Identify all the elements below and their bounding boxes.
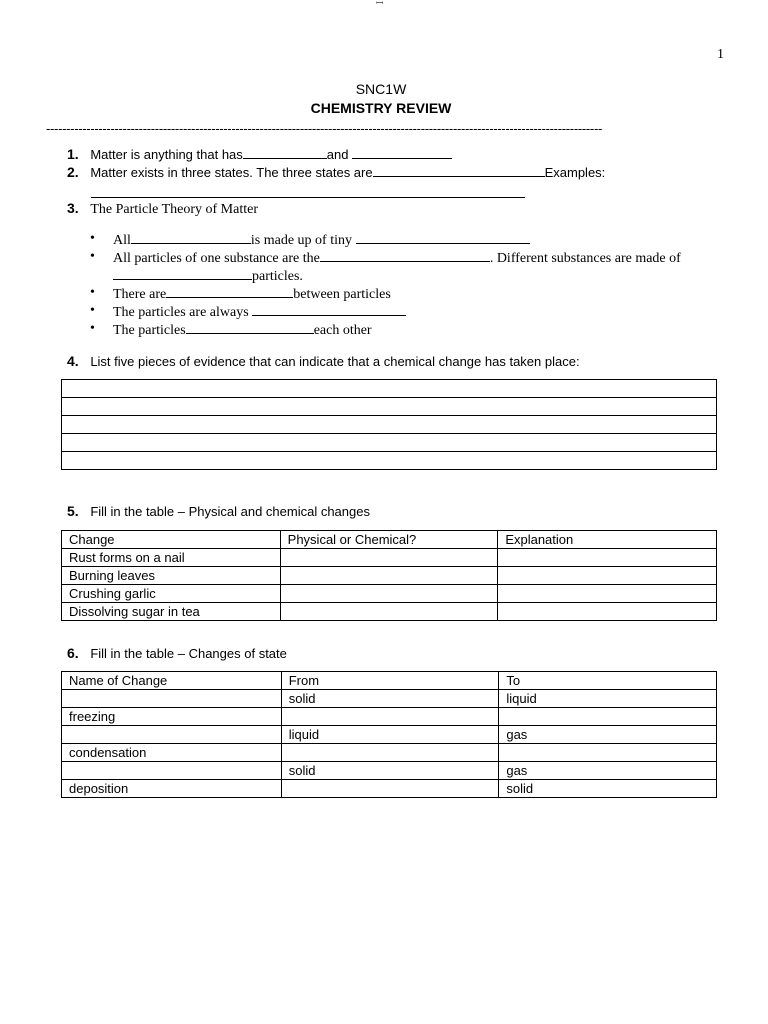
bullet-text: each other: [313, 323, 372, 338]
answer-blank[interactable]: [356, 231, 530, 244]
question-text: and: [326, 147, 349, 162]
answer-cell[interactable]: [281, 780, 499, 798]
answer-cell[interactable]: [281, 744, 499, 762]
bullet-item-2-continued: [113, 267, 303, 285]
answer-cell[interactable]: [62, 762, 282, 780]
question-2: [67, 164, 605, 180]
from-cell: solid: [281, 690, 499, 708]
question-number: 4.: [67, 353, 79, 369]
question-5: [67, 503, 370, 519]
page-title: CHEMISTRY REVIEW: [310, 100, 452, 116]
question-number: 3.: [67, 200, 79, 216]
table-row: [62, 398, 717, 416]
question-number: 5.: [67, 503, 79, 519]
bullet-text: The particles are always: [113, 305, 249, 320]
bullet-text: All particles of one substance are the: [113, 251, 320, 266]
course-code: SNC1W: [355, 81, 407, 97]
bullet-icon: •: [90, 231, 95, 246]
answer-cell[interactable]: [280, 549, 498, 567]
bullet-item-5: [113, 321, 372, 339]
name-cell: deposition: [62, 780, 282, 798]
answer-blank[interactable]: [186, 321, 314, 334]
table-row: [62, 744, 717, 762]
bullet-text: is made up of tiny: [250, 233, 352, 248]
question-1: [67, 146, 452, 162]
bullet-item-4: [113, 303, 406, 321]
bullet-icon: •: [90, 303, 95, 318]
answer-blank[interactable]: [91, 185, 525, 198]
answer-blank[interactable]: [252, 303, 406, 316]
column-header: Change: [62, 531, 281, 549]
question-text: Fill in the table – Changes of state: [90, 646, 287, 661]
answer-cell[interactable]: [498, 585, 717, 603]
bullet-icon: •: [90, 285, 95, 300]
answer-cell[interactable]: [62, 452, 717, 470]
answer-blank[interactable]: [352, 146, 452, 159]
column-header: Physical or Chemical?: [280, 531, 498, 549]
answer-blank[interactable]: [243, 146, 327, 159]
answer-cell[interactable]: [498, 567, 717, 585]
table-row: [62, 567, 717, 585]
answer-cell[interactable]: [62, 380, 717, 398]
table-row: [62, 708, 717, 726]
question-number: 6.: [67, 645, 79, 661]
answer-blank[interactable]: [131, 231, 251, 244]
column-header: Explanation: [498, 531, 717, 549]
name-cell: condensation: [62, 744, 282, 762]
answer-cell[interactable]: [280, 585, 498, 603]
header-mark: ꟷ: [376, 0, 384, 8]
answer-cell[interactable]: [62, 434, 717, 452]
bullet-item-2: [113, 249, 681, 267]
answer-cell[interactable]: [281, 708, 499, 726]
answer-blank[interactable]: [373, 164, 545, 177]
change-cell: Dissolving sugar in tea: [62, 603, 281, 621]
to-cell: solid: [499, 780, 717, 798]
to-cell: gas: [499, 762, 717, 780]
answer-cell[interactable]: [499, 744, 717, 762]
question-text: Examples:: [544, 165, 606, 180]
table-row: [62, 762, 717, 780]
question-text: Matter is anything that has: [90, 147, 243, 162]
question-heading: The Particle Theory of Matter: [90, 202, 258, 217]
answer-cell[interactable]: [280, 567, 498, 585]
table-row: [62, 690, 717, 708]
answer-cell[interactable]: [498, 603, 717, 621]
answer-cell[interactable]: [499, 708, 717, 726]
bullet-text: . Different substances are made of: [489, 251, 681, 266]
question-6: [67, 645, 287, 661]
bullet-icon: •: [90, 321, 95, 336]
answer-blank[interactable]: [166, 285, 293, 298]
evidence-table: [61, 379, 717, 470]
answer-cell[interactable]: [62, 726, 282, 744]
column-header: From: [281, 672, 499, 690]
table-row: [62, 603, 717, 621]
bullet-text: particles.: [252, 269, 303, 284]
bullet-text: All: [113, 233, 131, 248]
table-row: [62, 416, 717, 434]
physical-chemical-table: [61, 530, 717, 621]
table-header-row: [62, 672, 717, 690]
answer-blank[interactable]: [113, 267, 252, 280]
answer-cell[interactable]: [62, 398, 717, 416]
question-number: 2.: [67, 164, 79, 180]
answer-cell[interactable]: [280, 603, 498, 621]
question-3: [67, 200, 258, 218]
change-cell: Burning leaves: [62, 567, 281, 585]
from-cell: liquid: [281, 726, 499, 744]
bullet-item-3: [113, 285, 391, 303]
answer-blank[interactable]: [320, 249, 490, 262]
answer-cell[interactable]: [62, 690, 282, 708]
table-header-row: [62, 531, 717, 549]
change-cell: Rust forms on a nail: [62, 549, 281, 567]
question-text: Matter exists in three states. The three states are: [90, 165, 373, 180]
bullet-text: The particles: [113, 323, 186, 338]
table-row: [62, 780, 717, 798]
from-cell: solid: [281, 762, 499, 780]
table-row: [62, 549, 717, 567]
bullet-text: There are: [113, 287, 167, 302]
to-cell: liquid: [499, 690, 717, 708]
changes-of-state-table: [61, 671, 717, 798]
question-number: 1.: [67, 146, 79, 162]
separator-line: ------------------------------------------------------------------------------------------------------------------------------------------: [46, 121, 603, 136]
bullet-text: between particles: [293, 287, 391, 302]
table-row: [62, 585, 717, 603]
answer-cell[interactable]: [498, 549, 717, 567]
table-row: [62, 434, 717, 452]
question-text: Fill in the table – Physical and chemical changes: [90, 504, 370, 519]
to-cell: gas: [499, 726, 717, 744]
column-header: To: [499, 672, 717, 690]
change-cell: Crushing garlic: [62, 585, 281, 603]
table-row: [62, 380, 717, 398]
table-row: [62, 452, 717, 470]
answer-cell[interactable]: [62, 416, 717, 434]
column-header: Name of Change: [62, 672, 282, 690]
bullet-item-1: [113, 231, 530, 249]
page-number: 1: [717, 47, 724, 62]
bullet-icon: •: [90, 249, 95, 264]
table-row: [62, 726, 717, 744]
question-text: List five pieces of evidence that can indicate that a chemical change has taken place:: [90, 354, 580, 369]
name-cell: freezing: [62, 708, 282, 726]
question-4: [67, 353, 580, 369]
